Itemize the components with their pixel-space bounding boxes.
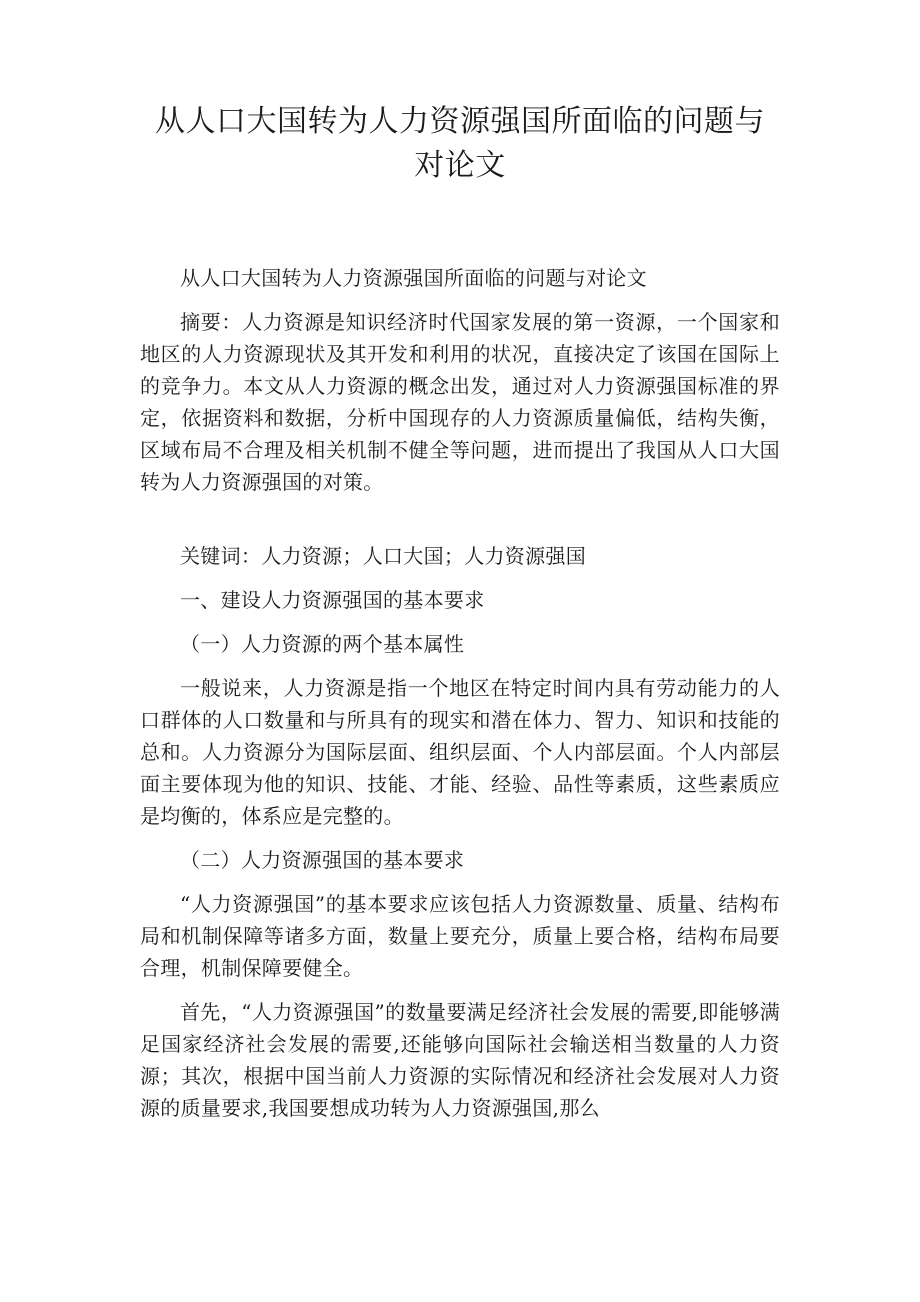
document-body xyxy=(140,262,780,1124)
body-paragraph-2: “人力资源强国”的基本要求应该包括人力资源数量、质量、结构布局和机制保障等诸多方面，数量上要充分，质量上要合格，结构布局要合理，机制保障要健全。 xyxy=(140,892,780,980)
document-title: 从人口大国转为人力资源强国所面临的问题与对论文 xyxy=(155,104,765,183)
section-heading-1: 一、建设人力资源强国的基本要求 xyxy=(180,588,485,612)
subsection-heading-2: （二）人力资源强国的基本要求 xyxy=(180,848,465,872)
document-subtitle: 从人口大国转为人力资源强国所面临的问题与对论文 xyxy=(180,266,647,290)
abstract-paragraph: 摘要：人力资源是知识经济时代国家发展的第一资源，一个国家和地区的人力资源现状及其开发和利用的状况，直接决定了该国在国际上的竞争力。本文从人力资源的概念出发，通过对人力资源强国标准的界定，依据资料和数据，分析中国现存的人力资源质量偏低，结构失衡，区域布局不合理及相关机制不健全等问题，进而提出了我国从人口大国转为人力资源强国的对策。 xyxy=(140,310,780,494)
body-paragraph-1: 一般说来，人力资源是指一个地区在特定时间内具有劳动能力的人口群体的人口数量和与所具有的现实和潜在体力、智力、知识和技能的总和。人力资源分为国际层面、组织层面、个人内部层面。个人内部层面主要体现为他的知识、技能、才能、经验、品性等素质，这些素质应是均衡的，体系应是完整的。 xyxy=(140,676,780,828)
body-paragraph-3: 首先，“人力资源强国”的数量要满足经济社会发展的需要,即能够满足国家经济社会发展的需要,还能够向国际社会输送相当数量的人力资源；其次，根据中国当前人力资源的实际情况和经济社会发展对人力资源的质量要求,我国要想成功转为人力资源强国,那么 xyxy=(140,1000,780,1120)
keywords-line: 关键词：人力资源；人口大国；人力资源强国 xyxy=(180,544,586,568)
subsection-heading-1: （一）人力资源的两个基本属性 xyxy=(180,632,465,656)
